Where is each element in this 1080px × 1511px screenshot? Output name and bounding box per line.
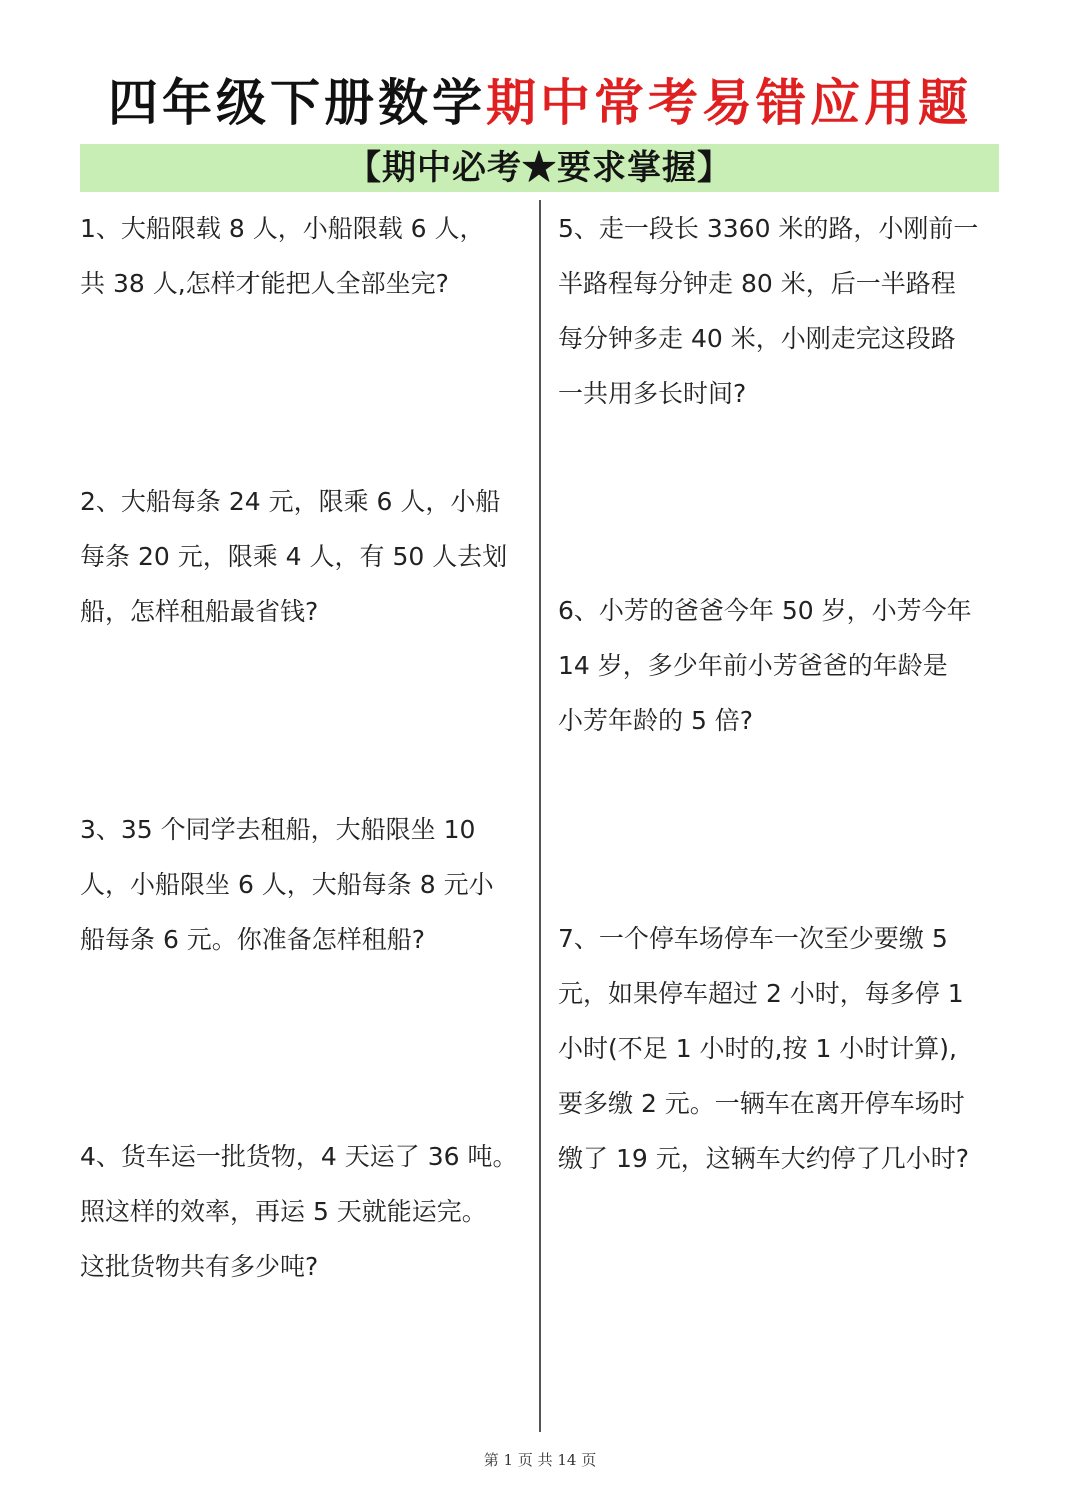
question-5 (558, 201, 1006, 421)
question-line: 4、货车运一批货物，4 天运了 36 吨。 (80, 1142, 518, 1171)
question-line: 每分钟多走 40 米，小刚走完这段路 (558, 324, 956, 353)
question-line: 小时(不足 1 小时的,按 1 小时计算), (558, 1034, 958, 1063)
question-line: 一共用多长时间? (558, 379, 747, 408)
question-4 (80, 1129, 528, 1294)
question-7 (558, 911, 1006, 1186)
question-line: 2、大船每条 24 元，限乘 6 人，小船 (80, 487, 501, 516)
page-title-black: 四年级下册数学 (108, 73, 486, 132)
question-line: 小芳年龄的 5 倍? (558, 706, 754, 735)
question-1 (80, 201, 528, 311)
page-title (0, 68, 1080, 138)
section-banner: 【期中必考★要求掌握】 (80, 144, 999, 192)
question-line: 14 岁，多少年前小芳爸爸的年龄是 (558, 651, 948, 680)
question-line: 这批货物共有多少吨? (80, 1252, 319, 1281)
question-line: 船每条 6 元。你准备怎样租船? (80, 925, 426, 954)
question-line: 照这样的效率，再运 5 天就能运完。 (80, 1197, 487, 1226)
question-line: 6、小芳的爸爸今年 50 岁，小芳今年 (558, 596, 972, 625)
question-line: 缴了 19 元，这辆车大约停了几小时? (558, 1144, 969, 1173)
column-divider (539, 200, 541, 1432)
question-line: 共 38 人,怎样才能把人全部坐完? (80, 269, 449, 298)
question-6 (558, 583, 1006, 748)
page-title-red: 期中常考易错应用题 (486, 73, 972, 132)
question-line: 7、一个停车场停车一次至少要缴 5 (558, 924, 948, 953)
question-line: 人，小船限坐 6 人，大船每条 8 元小 (80, 870, 494, 899)
question-line: 元，如果停车超过 2 小时，每多停 1 (558, 979, 964, 1008)
question-line: 1、大船限载 8 人，小船限载 6 人， (80, 214, 485, 243)
page-number: 第 1 页 共 14 页 (483, 1451, 597, 1469)
question-3 (80, 802, 528, 967)
question-line: 要多缴 2 元。一辆车在离开停车场时 (558, 1089, 965, 1118)
question-line: 5、走一段长 3360 米的路，小刚前一 (558, 214, 979, 243)
question-line: 半路程每分钟走 80 米，后一半路程 (558, 269, 956, 298)
question-line: 船，怎样租船最省钱? (80, 597, 319, 626)
question-line: 3、35 个同学去租船，大船限坐 10 (80, 815, 476, 844)
question-line: 每条 20 元，限乘 4 人，有 50 人去划 (80, 542, 508, 571)
question-2 (80, 474, 528, 639)
